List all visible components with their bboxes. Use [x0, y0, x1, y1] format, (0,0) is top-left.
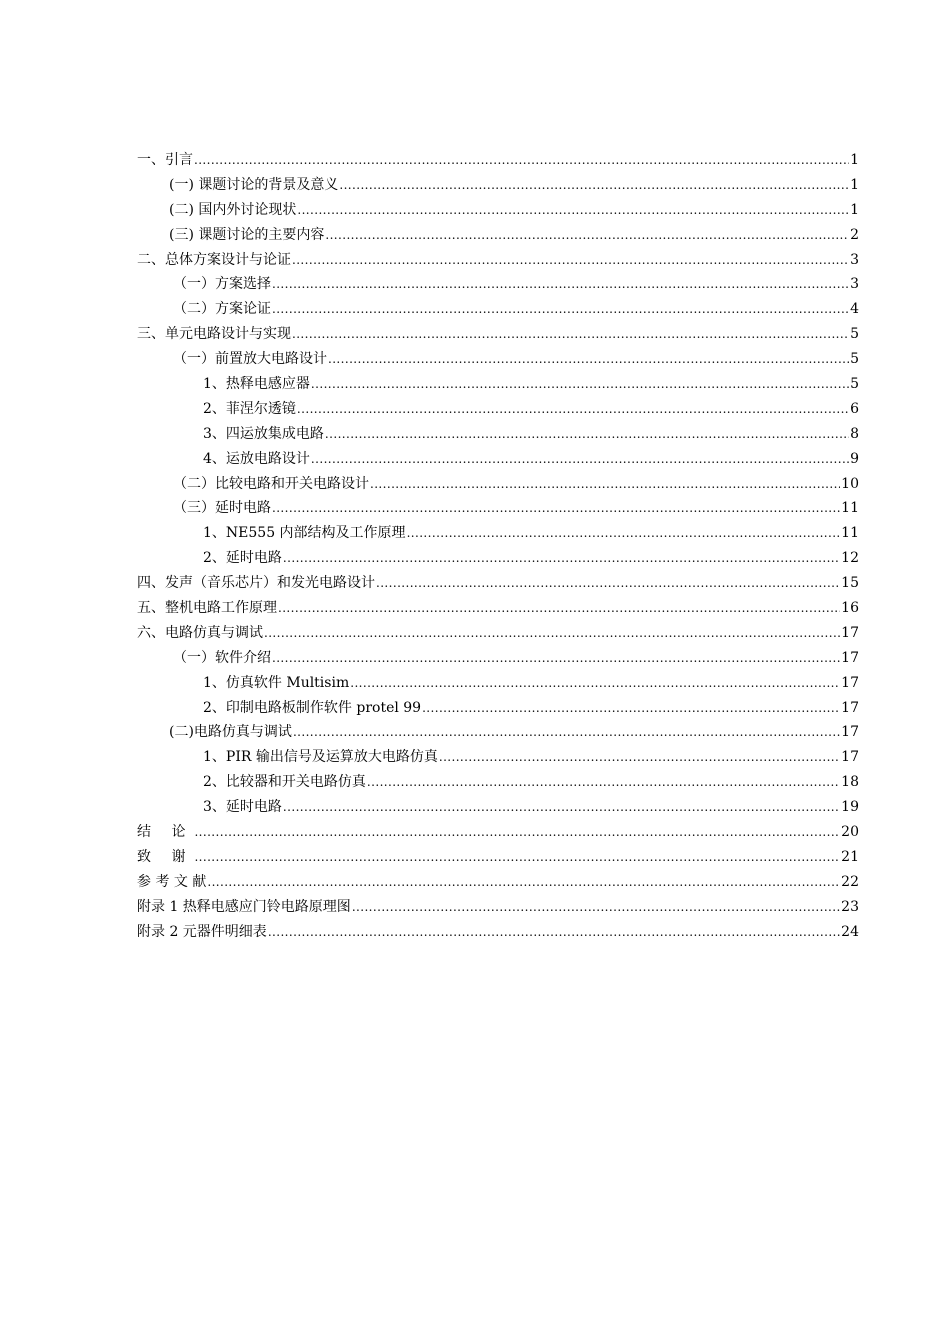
toc-page-number: 22 — [841, 873, 859, 890]
toc-title: 3、延时电路 — [203, 799, 282, 816]
toc-leader-dots — [272, 496, 840, 521]
toc-page-number: 21 — [841, 848, 859, 865]
toc-leader-dots — [292, 248, 849, 273]
toc-entry-6-1-2[interactable] — [137, 696, 859, 721]
toc-entry-3-1-2[interactable] — [137, 397, 859, 422]
toc-entry-appendix-1[interactable] — [137, 895, 859, 920]
toc-page-number: 23 — [841, 898, 859, 915]
toc-leader-dots — [272, 297, 849, 322]
toc-title: 2、比较器和开关电路仿真 — [203, 774, 366, 791]
toc-entry-5[interactable] — [137, 596, 859, 621]
toc-entry-3-1-3[interactable] — [137, 422, 859, 447]
toc-leader-dots — [264, 621, 840, 646]
toc-title: (三) 课题讨论的主要内容 — [169, 226, 325, 243]
toc-title: 1、PIR 输出信号及运算放大电路仿真 — [203, 749, 438, 766]
toc-leader-dots — [297, 198, 849, 223]
toc-page-number: 1 — [850, 201, 859, 218]
toc-title: 三、单元电路设计与实现 — [137, 326, 291, 343]
toc-leader-dots — [283, 546, 840, 571]
toc-leader-dots — [268, 920, 840, 945]
toc-page-number: 1 — [850, 152, 859, 168]
toc-leader-dots — [293, 720, 840, 745]
toc-leader-dots — [272, 646, 840, 671]
toc-title: 1、热释电感应器 — [203, 376, 310, 393]
toc-title: 参 考 文 献 — [137, 873, 207, 890]
toc-title: （三）延时电路 — [173, 500, 271, 517]
toc-title: 1、仿真软件 Multisim — [203, 674, 350, 691]
toc-entry-1-1[interactable] — [137, 173, 859, 198]
toc-leader-dots — [311, 447, 849, 472]
toc-title: 结 论 — [137, 824, 194, 841]
toc-entry-6-2-2[interactable] — [137, 770, 859, 795]
toc-page-number: 3 — [850, 251, 859, 268]
toc-page-number: 17 — [841, 649, 859, 666]
toc-leader-dots — [311, 372, 849, 397]
toc-title: （一）软件介绍 — [173, 649, 271, 666]
toc-page-number: 11 — [841, 525, 859, 542]
toc-page-number: 17 — [841, 674, 859, 691]
toc-entry-appendix-2[interactable] — [137, 920, 859, 945]
toc-title: 四、发声（音乐芯片）和发光电路设计 — [137, 575, 375, 592]
toc-entry-references[interactable] — [137, 870, 859, 895]
toc-page-number: 2 — [850, 226, 859, 243]
toc-title: (二) 国内外讨论现状 — [169, 201, 297, 218]
toc-leader-dots — [283, 795, 840, 820]
toc-page-number: 4 — [850, 301, 859, 318]
toc-entry-6-2-1[interactable] — [137, 745, 859, 770]
toc-page-number: 5 — [850, 351, 859, 368]
toc-entry-conclusion[interactable] — [137, 820, 859, 845]
toc-title: 二、总体方案设计与论证 — [137, 251, 291, 268]
toc-leader-dots — [297, 397, 849, 422]
table-of-contents — [137, 148, 859, 945]
toc-leader-dots — [328, 347, 849, 372]
toc-entry-1-3[interactable] — [137, 223, 859, 248]
toc-leader-dots — [207, 870, 840, 895]
toc-page-number: 8 — [850, 425, 859, 442]
toc-entry-1[interactable] — [137, 148, 859, 173]
toc-title: 2、菲涅尔透镜 — [203, 400, 296, 417]
toc-leader-dots — [272, 272, 849, 297]
toc-entry-6-1-1[interactable] — [137, 671, 859, 696]
toc-leader-dots — [325, 223, 849, 248]
toc-page-number: 17 — [841, 624, 859, 641]
toc-title: 3、四运放集成电路 — [203, 425, 324, 442]
toc-entry-3-3-2[interactable] — [137, 546, 859, 571]
toc-entry-4[interactable] — [137, 571, 859, 596]
toc-title: 1、NE555 内部结构及工作原理 — [203, 525, 406, 542]
toc-entry-1-2[interactable] — [137, 198, 859, 223]
toc-leader-dots — [370, 472, 840, 497]
toc-entry-3[interactable] — [137, 322, 859, 347]
toc-page-number: 18 — [841, 774, 859, 791]
toc-leader-dots — [278, 596, 840, 621]
toc-title: (二)电路仿真与调试 — [169, 724, 292, 741]
toc-leader-dots — [367, 770, 840, 795]
toc-entry-3-2[interactable] — [137, 472, 859, 497]
toc-leader-dots — [292, 322, 849, 347]
toc-title: 附录 2 元器件明细表 — [137, 923, 267, 940]
toc-title: 致 谢 — [137, 848, 194, 865]
toc-entry-3-3-1[interactable] — [137, 521, 859, 546]
toc-title: （一）前置放大电路设计 — [173, 351, 327, 368]
toc-entry-2[interactable] — [137, 248, 859, 273]
toc-entry-3-1[interactable] — [137, 347, 859, 372]
toc-page-number: 16 — [841, 600, 859, 617]
toc-page-number: 5 — [850, 326, 859, 343]
toc-title: 附录 1 热释电感应门铃电路原理图 — [137, 898, 351, 915]
toc-entry-2-2[interactable] — [137, 297, 859, 322]
toc-page-number: 17 — [841, 749, 859, 766]
toc-title: 五、整机电路工作原理 — [137, 600, 277, 617]
toc-title: （二）比较电路和开关电路设计 — [173, 475, 369, 492]
toc-leader-dots — [194, 820, 840, 845]
toc-title: （二）方案论证 — [173, 301, 271, 318]
toc-title: 六、电路仿真与调试 — [137, 624, 263, 641]
toc-leader-dots — [325, 422, 849, 447]
toc-entry-3-1-1[interactable] — [137, 372, 859, 397]
toc-leader-dots — [194, 148, 849, 173]
toc-page-number: 20 — [841, 824, 859, 841]
toc-entry-3-3[interactable] — [137, 496, 859, 521]
toc-page-number: 10 — [841, 475, 859, 492]
toc-page-number: 19 — [841, 799, 859, 816]
toc-entry-2-1[interactable] — [137, 272, 859, 297]
toc-title: 2、印制电路板制作软件 protel 99 — [203, 699, 422, 716]
toc-entry-acknowledgements[interactable] — [137, 845, 859, 870]
toc-entry-3-1-4[interactable] — [137, 447, 859, 472]
toc-title: 2、延时电路 — [203, 550, 282, 567]
toc-page-number: 24 — [841, 923, 859, 940]
toc-page-number: 12 — [841, 550, 859, 567]
toc-page-number: 6 — [850, 400, 859, 417]
toc-page-number: 5 — [850, 376, 859, 393]
toc-leader-dots — [352, 895, 840, 920]
toc-leader-dots — [422, 696, 840, 721]
toc-leader-dots — [339, 173, 849, 198]
toc-leader-dots — [439, 745, 840, 770]
toc-entry-6[interactable] — [137, 621, 859, 646]
toc-page-number: 17 — [841, 699, 859, 716]
toc-entry-6-2[interactable] — [137, 720, 859, 745]
toc-title: 一、引言 — [137, 152, 193, 168]
toc-page-number: 9 — [850, 450, 859, 467]
toc-leader-dots — [407, 521, 841, 546]
toc-page-number: 1 — [850, 176, 859, 193]
toc-leader-dots — [194, 845, 840, 870]
toc-leader-dots — [350, 671, 840, 696]
toc-entry-6-2-3[interactable] — [137, 795, 859, 820]
toc-title: (一) 课题讨论的背景及意义 — [169, 176, 339, 193]
toc-page-number: 11 — [841, 500, 859, 517]
toc-page-number: 3 — [850, 276, 859, 293]
toc-page-number: 15 — [841, 575, 859, 592]
toc-title: （一）方案选择 — [173, 276, 271, 293]
toc-page-number: 17 — [841, 724, 859, 741]
toc-entry-6-1[interactable] — [137, 646, 859, 671]
toc-leader-dots — [376, 571, 840, 596]
toc-title: 4、运放电路设计 — [203, 450, 310, 467]
